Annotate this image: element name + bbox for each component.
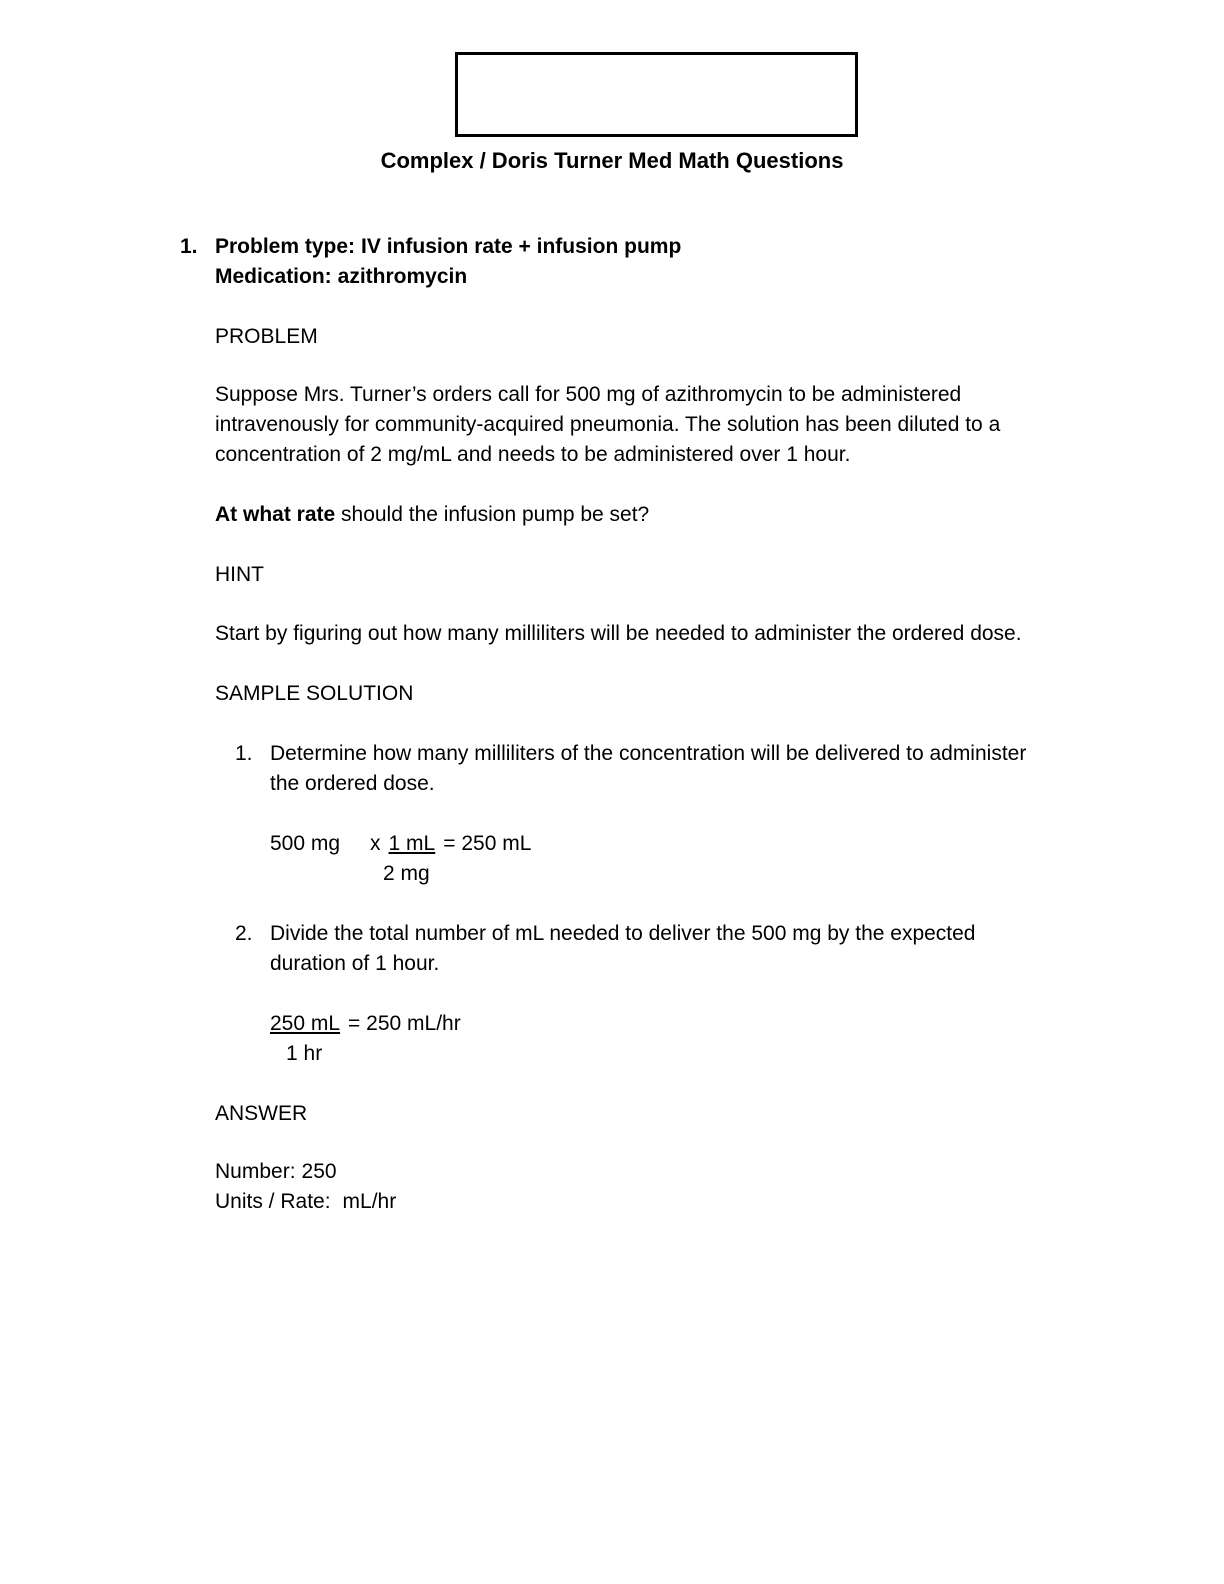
document-content — [180, 232, 1040, 1217]
hint-text: Start by figuring out how many milliliters will be needed to administer the ordered dose. — [215, 622, 1022, 645]
problem-type-line — [215, 232, 1040, 262]
formula-lead: 500 mg — [270, 832, 341, 855]
answer-number-line — [215, 1157, 1040, 1187]
step-text: Divide the total number of mL needed to deliver the 500 mg by the expected duration of 1 hour. — [270, 922, 976, 975]
answer-heading: ANSWER — [215, 1102, 308, 1125]
answer-units-value: mL/hr — [342, 1190, 397, 1213]
question-emphasis: At what rate — [215, 503, 336, 526]
blank-header-box — [455, 52, 858, 137]
formula-denominator: 2 mg — [383, 862, 430, 885]
formula-result: = 250 mL — [443, 832, 532, 855]
answer-number-value: 250 — [301, 1160, 337, 1183]
page-title: Complex / Doris Turner Med Math Questions — [380, 148, 844, 173]
formula-operator: x — [370, 832, 381, 855]
question-number: 1. — [180, 235, 198, 258]
answer-number-label: Number: — [215, 1160, 296, 1183]
step-text: Determine how many milliliters of the concentration will be delivered to administer the ordered dose. — [270, 742, 1027, 795]
step-1-formula — [270, 829, 1040, 889]
question-rest: should the infusion pump be set? — [335, 503, 650, 526]
step-2-formula — [270, 1009, 1040, 1069]
hint-heading: HINT — [215, 563, 264, 586]
answer-units-line — [215, 1187, 1040, 1217]
problem-type-label: Problem type: — [215, 235, 356, 258]
formula-denominator: 1 hr — [286, 1042, 323, 1065]
formula-numerator: 250 mL — [270, 1012, 341, 1035]
answer-units-label: Units / Rate: — [215, 1190, 331, 1213]
solution-step-1 — [235, 739, 1040, 799]
question-header — [180, 232, 1040, 292]
question-header-lines — [215, 232, 1040, 292]
step-number: 2. — [235, 922, 253, 945]
step-number: 1. — [235, 742, 253, 765]
medication-line — [215, 262, 1040, 292]
formula-line-1 — [270, 1009, 1040, 1039]
problem-text: Suppose Mrs. Turner’s orders call for 500 mg of azithromycin to be administered intravenously for community-acquired pneumonia. The solution has been diluted to a concentration of 2 mg/mL and needs to be administered over 1 hour. — [215, 383, 1001, 466]
formula-result: = 250 mL/hr — [348, 1012, 461, 1035]
solution-step-2 — [235, 919, 1040, 979]
formula-line-1 — [270, 829, 1040, 859]
solution-heading: SAMPLE SOLUTION — [215, 682, 414, 705]
problem-type-value: IV infusion rate + infusion pump — [361, 235, 682, 258]
medication-label: Medication: — [215, 265, 332, 288]
formula-numerator: 1 mL — [388, 832, 436, 855]
question-line — [215, 500, 1040, 530]
medication-value: azithromycin — [337, 265, 468, 288]
problem-heading: PROBLEM — [215, 325, 318, 348]
